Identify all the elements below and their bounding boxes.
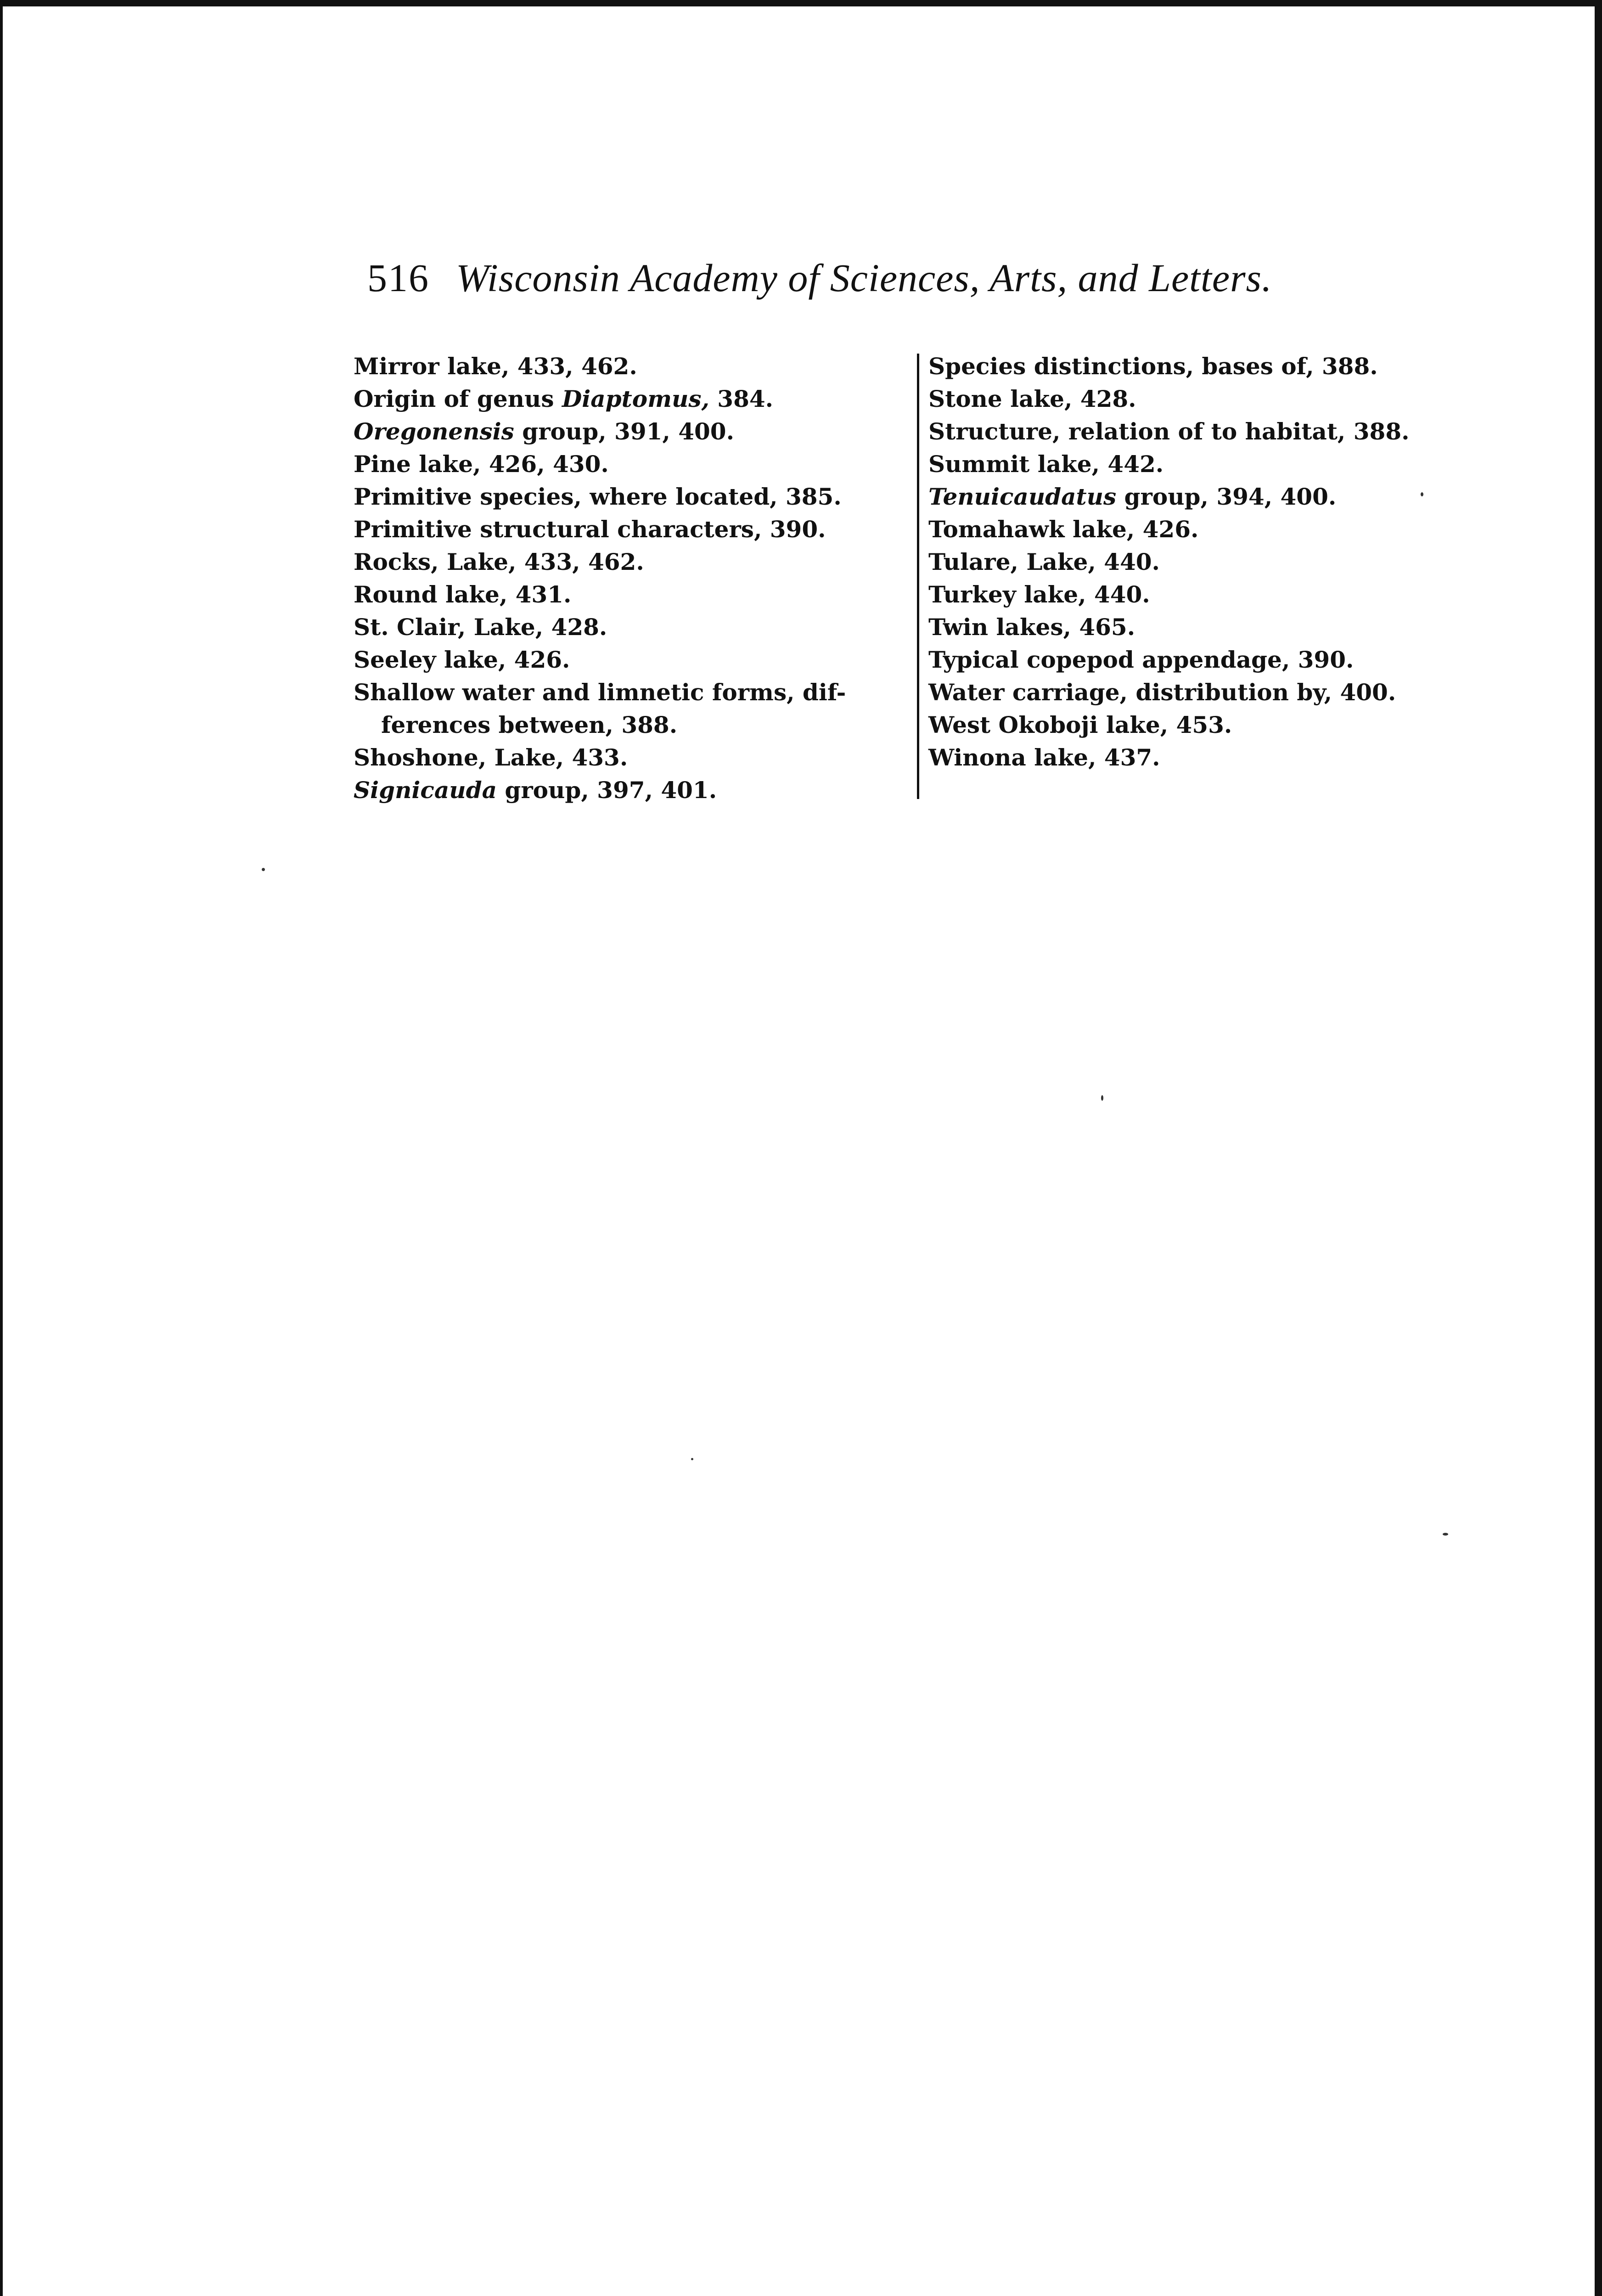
- entry-text: Structure, relation of to habitat, 388.: [928, 418, 1410, 445]
- entry-text: Species distinctions, bases of, 388.: [928, 353, 1378, 380]
- index-entry: [928, 709, 1470, 741]
- column-divider: [917, 354, 919, 799]
- entry-italic-term: Signicauda: [354, 777, 497, 804]
- entry-text: Round lake, 431.: [354, 581, 572, 608]
- index-entry: [354, 448, 882, 480]
- entry-text: Turkey lake, 440.: [928, 581, 1150, 608]
- index-column-right: [928, 350, 1470, 774]
- scan-speck: [1101, 1095, 1103, 1101]
- entry-text: Primitive species, where located, 385.: [354, 483, 842, 510]
- page-number: 516: [367, 256, 429, 300]
- index-entry: [928, 741, 1470, 774]
- entry-text: Summit lake, 442.: [928, 450, 1164, 478]
- entry-text: group, 397, 401.: [496, 777, 717, 804]
- index-entry: [354, 741, 882, 774]
- entry-text: Pine lake, 426, 430.: [354, 450, 609, 478]
- entry-text: Seeley lake, 426.: [354, 646, 570, 673]
- entry-text: Stone lake, 428.: [928, 385, 1136, 412]
- index-entry: [928, 578, 1470, 611]
- entry-text: ferences between, 388.: [381, 711, 678, 738]
- entry-text: group, 394, 400.: [1116, 483, 1337, 510]
- entry-text: St. Clair, Lake, 428.: [354, 613, 607, 641]
- index-column-left: [354, 350, 882, 806]
- scan-speck: [691, 1458, 693, 1460]
- index-entry: [928, 513, 1470, 546]
- index-entry: [928, 383, 1470, 415]
- scan-speck: [262, 868, 265, 871]
- journal-title: Wisconsin Academy of Sciences, Arts, and Letters.: [456, 256, 1272, 300]
- entry-italic-term: Oregonensis: [354, 418, 514, 445]
- entry-text: Shallow water and limnetic forms, dif-: [354, 679, 846, 706]
- entry-text: Shoshone, Lake, 433.: [354, 744, 628, 771]
- index-entry: [928, 415, 1470, 448]
- entry-text: Rocks, Lake, 433, 462.: [354, 548, 644, 575]
- entry-italic-term: Diaptomus,: [562, 385, 709, 412]
- index-entry: [354, 611, 882, 643]
- entry-text: Origin of genus: [354, 385, 562, 412]
- index-entry: [928, 350, 1470, 383]
- index-entry: [354, 643, 882, 676]
- index-entry: [928, 643, 1470, 676]
- index-entry: [354, 546, 882, 578]
- index-entry: [354, 480, 882, 513]
- scan-speck: [1421, 492, 1423, 496]
- entry-text: Primitive structural characters, 390.: [354, 516, 826, 543]
- entry-text: group, 391, 400.: [514, 418, 734, 445]
- index-entry: [354, 383, 882, 415]
- entry-text: Typical copepod appendage, 390.: [928, 646, 1354, 673]
- entry-text: 384.: [709, 385, 774, 412]
- running-head: [367, 255, 1396, 315]
- index-entry: [354, 774, 882, 806]
- index-entry: [354, 513, 882, 546]
- entry-text: Twin lakes, 465.: [928, 613, 1135, 641]
- index-entry: [354, 350, 882, 383]
- index-entry: [928, 480, 1470, 513]
- index-entry: [354, 415, 882, 448]
- entry-text: Tomahawk lake, 426.: [928, 516, 1199, 543]
- entry-text: Mirror lake, 433, 462.: [354, 353, 637, 380]
- index-entry: [928, 448, 1470, 480]
- index-entry: [928, 676, 1470, 709]
- index-entry: [928, 611, 1470, 643]
- index-entry-continuation: [354, 709, 882, 741]
- entry-text: Water carriage, distribution by, 400.: [928, 679, 1396, 706]
- entry-text: Tulare, Lake, 440.: [928, 548, 1160, 575]
- entry-text: Winona lake, 437.: [928, 744, 1160, 771]
- index-entry: [354, 578, 882, 611]
- index-entry: [928, 546, 1470, 578]
- entry-italic-term: Tenuicaudatus: [928, 483, 1117, 510]
- entry-text: West Okoboji lake, 453.: [928, 711, 1232, 738]
- scan-speck: [1443, 1533, 1448, 1536]
- index-entry: [354, 676, 882, 709]
